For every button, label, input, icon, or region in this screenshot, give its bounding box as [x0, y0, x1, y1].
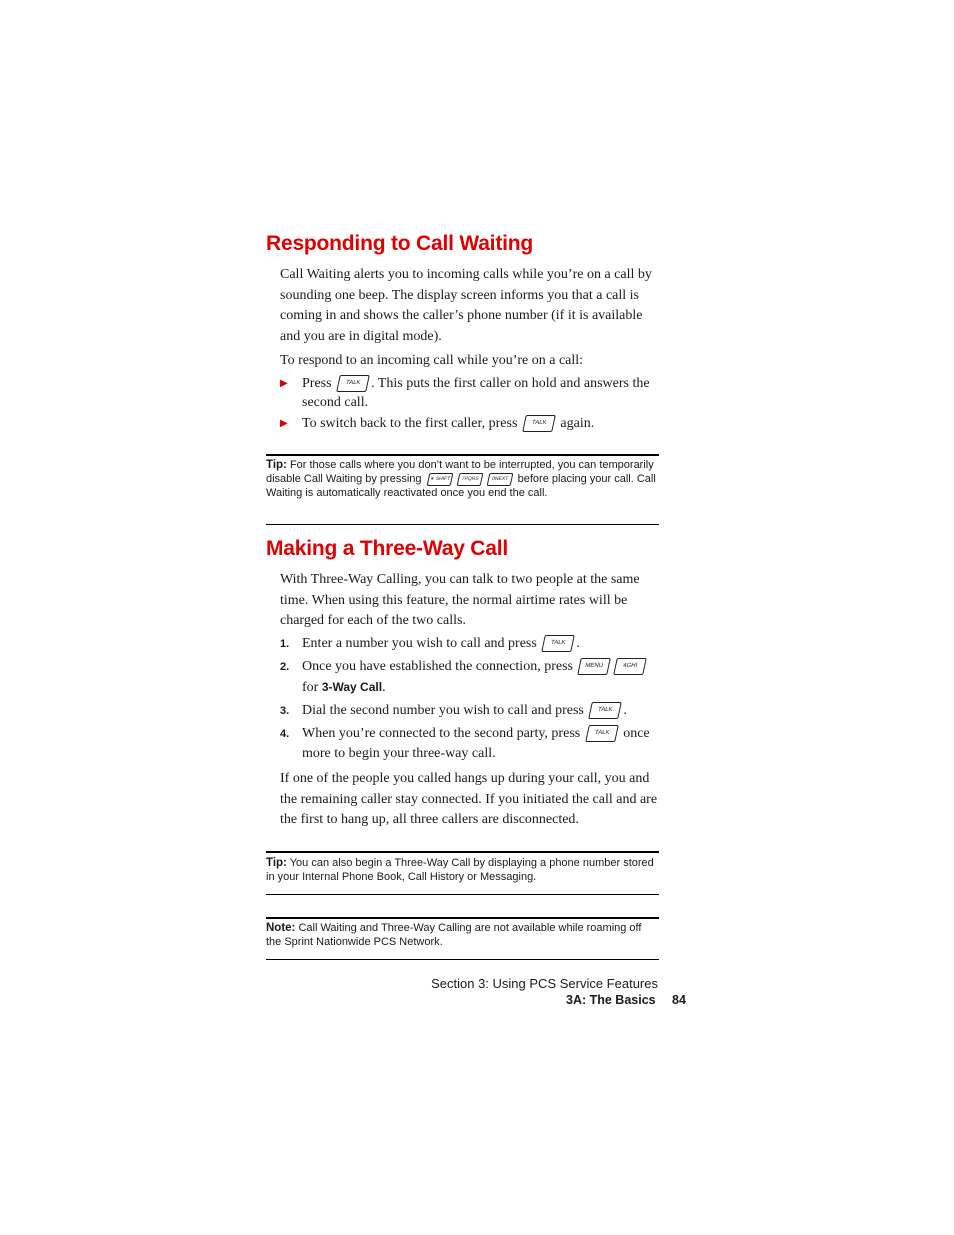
step-text: Once you have established the connection, press: [302, 659, 573, 674]
bullet-text: . This puts the first caller on hold and answers the second call.: [302, 376, 650, 410]
talk-key-icon: TALK: [585, 725, 619, 742]
talk-key-icon: TALK: [589, 702, 623, 719]
step-item: [280, 634, 660, 654]
star-key-icon: ∗ SHIFT: [426, 473, 453, 486]
note-box: [266, 921, 659, 949]
bullet-item: [280, 374, 660, 414]
page-number: 84: [672, 993, 686, 1007]
step-text: once more to begin your three-way call.: [302, 726, 650, 761]
tip-text: You can also begin a Three-Way Call by displaying a phone number stored in your Internal Phone Book, Call History or Messaging.: [266, 857, 654, 883]
section-heading-call-waiting: Responding to Call Waiting: [266, 232, 534, 255]
section-heading-three-way-call: Making a Three-Way Call: [266, 537, 509, 560]
bullet-text: Press: [302, 376, 332, 391]
divider: [266, 917, 659, 919]
three-way-outro: If one of the people you called hangs up during your call, you and the remaining caller stay connected. If you initiated the call and are the first to hang up, all three callers are disconnected.: [280, 771, 658, 827]
step-text: for: [302, 680, 319, 695]
call-waiting-intro: Call Waiting alerts you to incoming calls while you’re on a call by sounding one beep. The display screen informs you that a call is coming in and shows the caller’s phone number (if it is available and you are in digital mode).: [280, 267, 652, 344]
tip-text: before placing your call. Call Waiting is automatically reactivated once you end the call.: [266, 473, 656, 499]
tip-label: Tip:: [266, 459, 287, 471]
talk-key-icon: TALK: [336, 375, 370, 392]
zero-key-icon: 0NEXT: [486, 473, 513, 486]
divider: [266, 851, 659, 853]
talk-key-icon: TALK: [542, 635, 576, 652]
divider: [266, 524, 659, 525]
footer-chapter: 3A: The Basics: [566, 993, 656, 1007]
bullet-text: again.: [560, 416, 595, 431]
bullet-arrow-icon: ▶: [280, 378, 288, 389]
footer-section-title: Section 3: Using PCS Service Features: [431, 976, 658, 991]
tip-box-three-way: [266, 856, 659, 884]
divider: [266, 894, 659, 895]
step-number: 2.: [280, 661, 290, 673]
talk-key-icon: TALK: [522, 415, 556, 432]
tip-box-call-waiting: [266, 458, 659, 500]
step-text: .: [382, 680, 386, 695]
step-text: Dial the second number you wish to call and press: [302, 703, 584, 718]
step-number: 4.: [280, 728, 290, 740]
step-text: .: [623, 703, 627, 718]
bullet-arrow-icon: ▶: [280, 418, 288, 429]
tip-text: For those calls where you don’t want to be interrupted, you can temporarily disable Call Waiting by pressing: [266, 459, 654, 485]
divider: [266, 959, 659, 960]
four-key-icon: 4GHI: [614, 658, 648, 675]
menu-key-icon: MENU: [578, 658, 612, 675]
seven-key-icon: 7PQRS: [456, 473, 483, 486]
step-text: When you’re connected to the second party, press: [302, 726, 581, 741]
call-waiting-instruction: To respond to an incoming call while you’re on a call:: [280, 353, 584, 368]
step-item: [280, 701, 660, 721]
tip-label: Tip:: [266, 857, 287, 869]
step-item: [280, 657, 660, 697]
step-text: .: [576, 636, 580, 651]
three-way-intro: With Three-Way Calling, you can talk to two people at the same time. When using this feature, the normal airtime rates will be charged for each of the two calls.: [280, 572, 640, 628]
step-item: [280, 724, 660, 764]
note-label: Note:: [266, 922, 296, 934]
divider: [266, 454, 659, 456]
bullet-item: [280, 414, 660, 434]
step-number: 3.: [280, 705, 290, 717]
bullet-text: To switch back to the first caller, press: [302, 416, 518, 431]
step-text: Enter a number you wish to call and press: [302, 636, 537, 651]
note-text: Call Waiting and Three-Way Calling are not available while roaming off the Sprint Nationwide PCS Network.: [266, 922, 642, 948]
menu-option-label: 3-Way Call: [321, 680, 383, 694]
step-number: 1.: [280, 638, 290, 650]
